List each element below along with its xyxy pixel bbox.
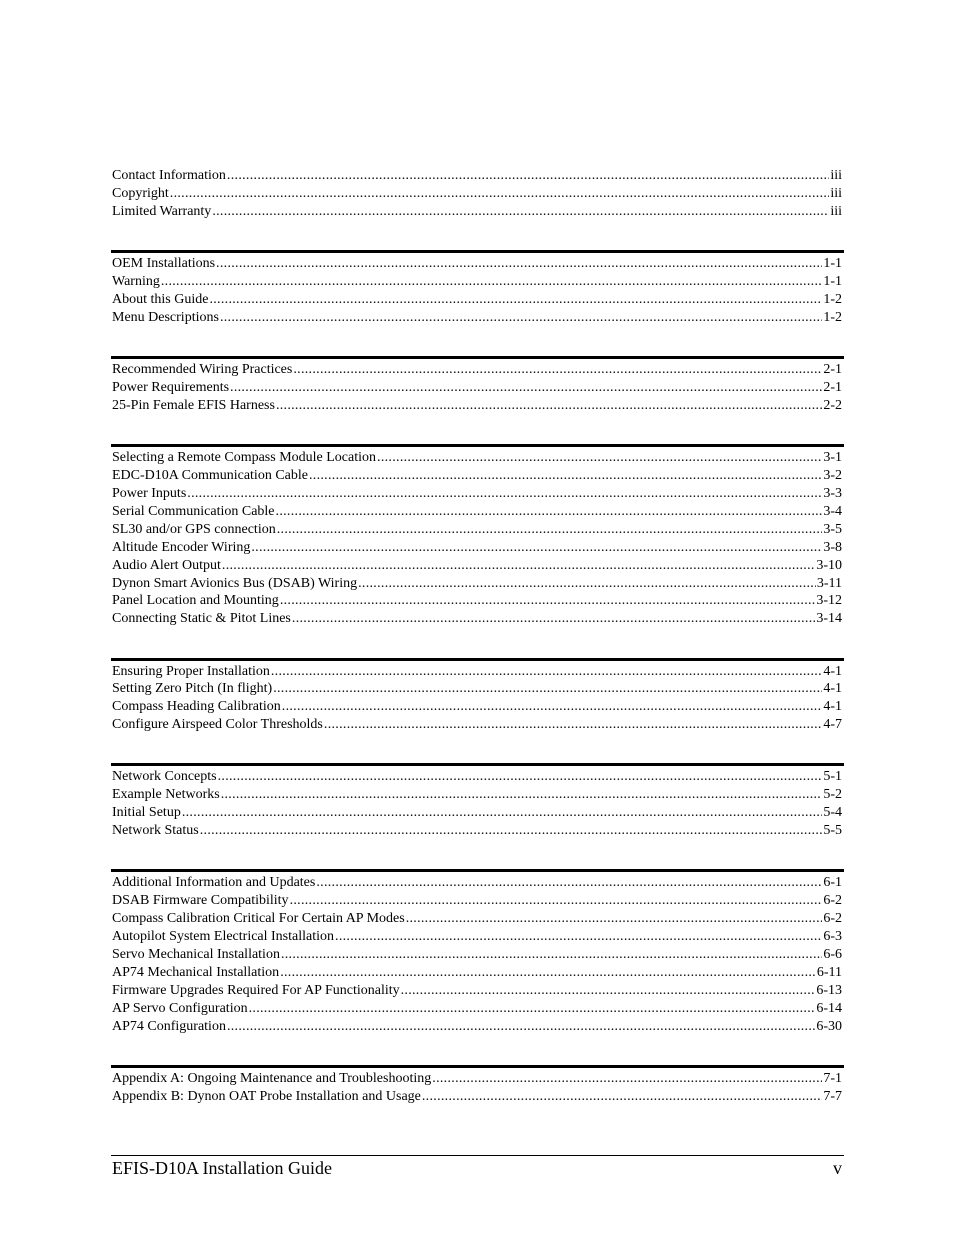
toc-entry-page: 3-14 xyxy=(816,611,842,626)
toc-leader xyxy=(316,875,822,891)
toc-entry-page: 1-2 xyxy=(823,292,842,307)
toc-entry-page: iii xyxy=(830,186,842,201)
toc-entry-title: Compass Heading Calibration xyxy=(112,699,281,714)
toc-entry-title: Panel Location and Mounting xyxy=(112,593,279,608)
toc-entry-title: Power Inputs xyxy=(112,486,187,501)
footer-page-number: v xyxy=(833,1158,842,1178)
toc-leader xyxy=(251,540,822,556)
toc-entry[interactable] xyxy=(112,785,842,803)
toc-entry-title: Warning xyxy=(112,274,160,289)
toc-leader xyxy=(227,1019,815,1035)
toc-leader xyxy=(222,558,815,574)
toc-entry-title: Servo Mechanical Installation xyxy=(112,947,280,962)
toc-entry[interactable] xyxy=(112,873,842,891)
toc-entry-title: About this Guide xyxy=(112,292,209,307)
toc-entry[interactable] xyxy=(112,999,842,1017)
toc-entry-title: Initial Setup xyxy=(112,805,181,820)
toc-entry-page: 6-30 xyxy=(816,1019,842,1034)
toc-entry[interactable] xyxy=(112,396,842,414)
toc-entry[interactable] xyxy=(112,484,842,502)
toc-leader xyxy=(280,965,816,981)
toc-leader xyxy=(282,699,823,715)
toc-entry-page: 4-1 xyxy=(823,699,842,714)
toc-entry-title: Autopilot System Electrical Installation xyxy=(112,929,335,944)
toc-entry[interactable] xyxy=(112,927,842,945)
toc-leader xyxy=(290,893,823,909)
toc-entry-page: 3-11 xyxy=(816,576,842,591)
toc-entry-page: 3-10 xyxy=(816,558,842,573)
toc-entry-title: Serial Communication Cable xyxy=(112,504,275,519)
toc-entry-page: 1-1 xyxy=(823,256,842,271)
toc-leader xyxy=(281,947,822,963)
toc-entry[interactable] xyxy=(112,184,842,202)
footer-rule xyxy=(111,1155,844,1156)
toc-entry[interactable] xyxy=(112,662,842,680)
toc-leader xyxy=(276,504,823,520)
toc-leader xyxy=(200,823,823,839)
section-rule xyxy=(111,444,844,447)
toc-leader xyxy=(271,664,822,680)
toc-entry[interactable] xyxy=(112,945,842,963)
toc-leader xyxy=(335,929,822,945)
toc-entry[interactable] xyxy=(112,891,842,909)
toc-entry-page: 6-1 xyxy=(823,875,842,890)
toc-entry-page: 3-4 xyxy=(823,504,842,519)
toc-leader xyxy=(273,681,822,697)
toc-entry-title: Audio Alert Output xyxy=(112,558,221,573)
toc-leader xyxy=(161,274,822,290)
toc-entry-title: Copyright xyxy=(112,186,169,201)
toc-entry[interactable] xyxy=(112,679,842,697)
toc-leader xyxy=(358,576,816,592)
toc-entry-title: AP74 Mechanical Installation xyxy=(112,965,280,980)
toc-entry-title: Selecting a Remote Compass Module Location xyxy=(112,450,377,465)
toc-leader xyxy=(221,787,823,803)
toc-entry-title: Compass Calibration Critical For Certain AP Modes xyxy=(112,911,405,926)
toc-entry[interactable] xyxy=(112,520,842,538)
toc-entry-page: 6-14 xyxy=(816,1001,842,1016)
toc-entry-title: Configure Airspeed Color Thresholds xyxy=(112,717,323,732)
toc-entry[interactable] xyxy=(112,502,842,520)
toc-entry[interactable] xyxy=(112,308,842,326)
toc-leader xyxy=(220,310,822,326)
toc-entry-page: 3-3 xyxy=(823,486,842,501)
section-rule xyxy=(111,658,844,661)
toc-entry[interactable] xyxy=(112,448,842,466)
toc-leader xyxy=(309,468,822,484)
toc-entry-title: Additional Information and Updates xyxy=(112,875,316,890)
toc-leader xyxy=(230,380,822,396)
toc-entry-page: 6-6 xyxy=(823,947,842,962)
toc-entry-page: 5-4 xyxy=(823,805,842,820)
toc-entry-page: 3-12 xyxy=(816,593,842,608)
toc-entry[interactable] xyxy=(112,609,842,627)
toc-entry-title: Dynon Smart Avionics Bus (DSAB) Wiring xyxy=(112,576,358,591)
toc-leader xyxy=(280,593,816,609)
toc-leader xyxy=(324,717,822,733)
toc-leader xyxy=(249,1001,816,1017)
toc-entry[interactable] xyxy=(112,821,842,839)
toc-leader xyxy=(216,256,822,272)
toc-entry-page: 5-5 xyxy=(823,823,842,838)
toc-entry-title: SL30 and/or GPS connection xyxy=(112,522,276,537)
toc-entry[interactable] xyxy=(112,803,842,821)
toc-entry[interactable] xyxy=(112,1017,842,1035)
toc-entry-page: 1-1 xyxy=(823,274,842,289)
toc-entry-title: Appendix B: Dynon OAT Probe Installation and Usage xyxy=(112,1089,421,1104)
toc-entry-page: 6-3 xyxy=(823,929,842,944)
toc-entry[interactable] xyxy=(112,378,842,396)
toc-entry-page: 2-2 xyxy=(823,398,842,413)
toc-entry-title: Firmware Upgrades Required For AP Functionality xyxy=(112,983,400,998)
toc-entry[interactable] xyxy=(112,466,842,484)
toc-leader xyxy=(209,292,822,308)
toc-entry[interactable] xyxy=(112,538,842,556)
toc-entry[interactable] xyxy=(112,272,842,290)
toc-entry[interactable] xyxy=(112,767,842,785)
toc-entry-page: iii xyxy=(830,168,842,183)
toc-entry[interactable] xyxy=(112,202,842,220)
toc-entry-title: Limited Warranty xyxy=(112,204,212,219)
toc-entry-title: DSAB Firmware Compatibility xyxy=(112,893,289,908)
toc-entry-page: 7-1 xyxy=(823,1071,842,1086)
toc-entry-page: 3-1 xyxy=(823,450,842,465)
toc-entry-title: Power Requirements xyxy=(112,380,230,395)
toc-entry-title: AP74 Configuration xyxy=(112,1019,226,1034)
toc-leader xyxy=(377,450,822,466)
toc-leader xyxy=(227,168,829,184)
toc-leader xyxy=(277,522,823,538)
toc-entry[interactable] xyxy=(112,166,842,184)
toc-entry-title: EDC-D10A Communication Cable xyxy=(112,468,308,483)
toc-entry[interactable] xyxy=(112,290,842,308)
toc-entry-page: 4-7 xyxy=(823,717,842,732)
toc-entry-page: 3-2 xyxy=(823,468,842,483)
toc-leader xyxy=(293,362,822,378)
toc-entry-page: 2-1 xyxy=(823,380,842,395)
toc-entry-page: 4-1 xyxy=(823,664,842,679)
toc-entry[interactable] xyxy=(112,574,842,592)
toc-entry-title: Recommended Wiring Practices xyxy=(112,362,293,377)
toc-entry-page: 6-2 xyxy=(823,911,842,926)
toc-leader xyxy=(422,1089,822,1105)
toc-entry-title: Network Concepts xyxy=(112,769,217,784)
toc-entry-page: 6-2 xyxy=(823,893,842,908)
toc-leader xyxy=(187,486,822,502)
section-rule xyxy=(111,250,844,253)
toc-entry-page: 6-13 xyxy=(816,983,842,998)
toc-leader xyxy=(276,398,822,414)
toc-leader xyxy=(432,1071,822,1087)
toc-entry-title: Menu Descriptions xyxy=(112,310,219,325)
toc-entry-page: 4-1 xyxy=(823,681,842,696)
toc-leader xyxy=(292,611,815,627)
toc-entry[interactable] xyxy=(112,591,842,609)
footer-document-title: EFIS-D10A Installation Guide xyxy=(112,1158,332,1178)
toc-entry[interactable] xyxy=(112,556,842,574)
toc-entry-title: AP Servo Configuration xyxy=(112,1001,248,1016)
toc-leader xyxy=(406,911,823,927)
toc-entry-title: Setting Zero Pitch (In flight) xyxy=(112,681,273,696)
toc-entry-title: Connecting Static & Pitot Lines xyxy=(112,611,291,626)
toc-entry[interactable] xyxy=(112,254,842,272)
toc-entry-title: 25-Pin Female EFIS Harness xyxy=(112,398,275,413)
toc-entry-page: 7-7 xyxy=(823,1089,842,1104)
toc-entry-title: Ensuring Proper Installation xyxy=(112,664,270,679)
toc-leader xyxy=(182,805,823,821)
toc-entry-page: 5-1 xyxy=(823,769,842,784)
toc-entry-title: OEM Installations xyxy=(112,256,216,271)
toc-entry-title: Altitude Encoder Wiring xyxy=(112,540,251,555)
toc-entry-page: iii xyxy=(830,204,842,219)
toc-entry[interactable] xyxy=(112,360,842,378)
toc-entry-title: Example Networks xyxy=(112,787,220,802)
toc-entry-title: Contact Information xyxy=(112,168,226,183)
toc-entry[interactable] xyxy=(112,963,842,981)
toc-leader xyxy=(212,204,829,220)
toc-entry-page: 3-5 xyxy=(823,522,842,537)
toc-entry-page: 2-1 xyxy=(823,362,842,377)
toc-leader xyxy=(218,769,823,785)
section-rule xyxy=(111,869,844,872)
toc-leader xyxy=(401,983,816,999)
toc-entry[interactable] xyxy=(112,715,842,733)
toc-entry-page: 1-2 xyxy=(823,310,842,325)
toc-entry-page: 6-11 xyxy=(816,965,842,980)
toc-entry-page: 5-2 xyxy=(823,787,842,802)
toc-entry[interactable] xyxy=(112,1069,842,1087)
section-rule xyxy=(111,1065,844,1068)
toc-entry[interactable] xyxy=(112,1087,842,1105)
toc-entry-title: Network Status xyxy=(112,823,199,838)
toc-entry-page: 3-8 xyxy=(823,540,842,555)
toc-entry-title: Appendix A: Ongoing Maintenance and Troubleshooting xyxy=(112,1071,432,1086)
section-rule xyxy=(111,356,844,359)
toc-leader xyxy=(170,186,830,202)
toc-entry[interactable] xyxy=(112,697,842,715)
section-rule xyxy=(111,763,844,766)
toc-entry[interactable] xyxy=(112,909,842,927)
toc-entry[interactable] xyxy=(112,981,842,999)
